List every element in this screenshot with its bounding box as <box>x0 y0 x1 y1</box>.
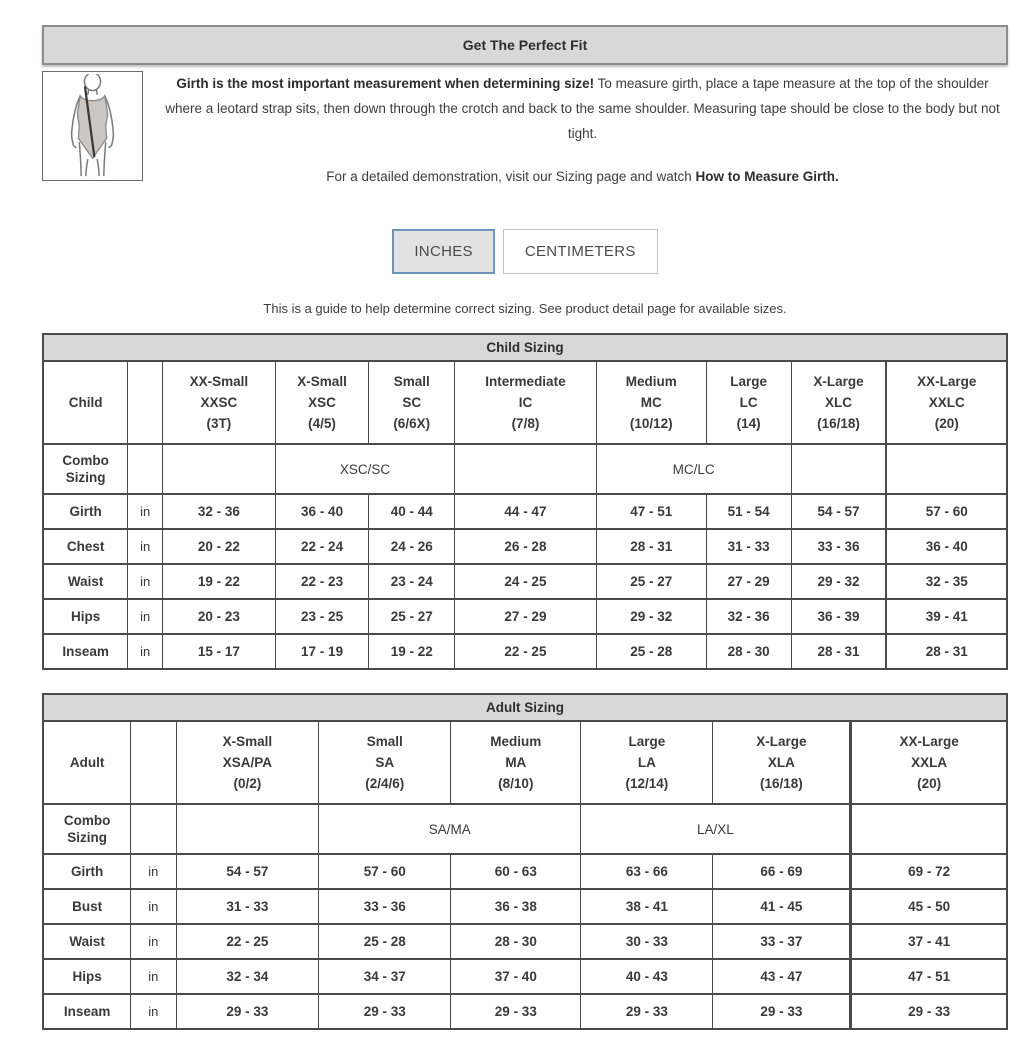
adult-size-column-header <box>581 721 713 804</box>
measurement-value: 51 - 54 <box>706 494 791 529</box>
measurement-value: 37 - 40 <box>451 959 581 994</box>
size-label-line: X-Large <box>756 734 807 749</box>
adult-row-waist <box>43 924 1007 959</box>
measurement-value: 57 - 60 <box>886 494 1007 529</box>
child-combo-label: Combo Sizing <box>43 444 128 494</box>
measurement-value: 31 - 33 <box>176 889 319 924</box>
child-row-inseam <box>43 634 1007 669</box>
adult-combo-unit-cell <box>131 804 176 854</box>
measurement-value: 25 - 27 <box>369 599 455 634</box>
measurement-label: Waist <box>43 564 128 599</box>
measurement-value: 22 - 24 <box>275 529 369 564</box>
measurement-value: 28 - 31 <box>886 634 1007 669</box>
measurement-value: 63 - 66 <box>581 854 713 889</box>
size-label-line: (8/10) <box>498 776 534 791</box>
measurement-label: Inseam <box>43 994 131 1029</box>
measurement-value: 29 - 32 <box>791 564 886 599</box>
measurement-value: 30 - 33 <box>581 924 713 959</box>
child-row-waist <box>43 564 1007 599</box>
unit-cell: in <box>131 959 176 994</box>
adult-row-hips <box>43 959 1007 994</box>
sizing-guide-note: This is a guide to help determine correct sizing. See product detail page for available sizes. <box>263 301 787 316</box>
size-label-line: (4/5) <box>308 416 336 431</box>
size-label-line: Medium <box>490 734 542 749</box>
measurement-value: 54 - 57 <box>791 494 886 529</box>
unit-cell: in <box>131 994 176 1029</box>
adult-row-bust <box>43 889 1007 924</box>
child-corner-label: Child <box>43 361 128 444</box>
adult-size-column-header <box>851 721 1007 804</box>
measurement-value: 28 - 30 <box>706 634 791 669</box>
measurement-value: 26 - 28 <box>455 529 597 564</box>
measurement-label: Bust <box>43 889 131 924</box>
child-size-column-header <box>596 361 706 444</box>
adult-corner-label: Adult <box>43 721 131 804</box>
measurement-label: Hips <box>43 599 128 634</box>
child-size-column-header <box>791 361 886 444</box>
unit-cell: in <box>128 564 163 599</box>
child-combo-cell <box>163 444 276 494</box>
measurement-value: 29 - 33 <box>713 994 851 1029</box>
child-size-column-header <box>455 361 597 444</box>
measurement-value: 60 - 63 <box>451 854 581 889</box>
size-label-line: XXLA <box>911 755 948 770</box>
child-table-title: Child Sizing <box>43 334 1007 361</box>
adult-size-column-header <box>319 721 451 804</box>
size-label-line: Medium <box>625 374 677 389</box>
measurement-value: 32 - 35 <box>886 564 1007 599</box>
child-combo-row <box>43 444 1007 494</box>
child-combo-cell <box>886 444 1007 494</box>
size-label-line: X-Small <box>222 734 273 749</box>
adult-combo-label: Combo Sizing <box>43 804 131 854</box>
measurement-value: 43 - 47 <box>713 959 851 994</box>
measurement-value: 47 - 51 <box>596 494 706 529</box>
adult-sizing-table <box>42 693 1008 1030</box>
size-label-line: XSC <box>308 395 336 410</box>
measurement-label: Girth <box>43 854 131 889</box>
measurement-value: 29 - 33 <box>451 994 581 1029</box>
adult-combo-cell: SA/MA <box>319 804 581 854</box>
measurement-value: 27 - 29 <box>706 564 791 599</box>
size-label-line: XLA <box>767 755 795 770</box>
measurement-value: 24 - 25 <box>455 564 597 599</box>
adult-size-column-header <box>451 721 581 804</box>
measurement-value: 23 - 24 <box>369 564 455 599</box>
adult-combo-row <box>43 804 1007 854</box>
measurement-value: 28 - 31 <box>596 529 706 564</box>
adult-size-column-header <box>713 721 851 804</box>
size-label-line: Large <box>628 734 666 749</box>
measurement-value: 54 - 57 <box>176 854 319 889</box>
size-label-line: (0/2) <box>233 776 262 791</box>
intro-text-block <box>143 71 1008 189</box>
demo-instruction <box>157 164 1008 189</box>
size-label-line: LC <box>739 395 758 410</box>
child-combo-unit-cell <box>128 444 163 494</box>
child-sizing-table-container <box>42 333 1008 670</box>
measurement-value: 28 - 31 <box>791 634 886 669</box>
size-label-line: (14) <box>736 416 761 431</box>
adult-size-column-header <box>176 721 319 804</box>
size-label-line: XLC <box>824 395 852 410</box>
unit-toggle <box>42 229 1008 274</box>
measurement-value: 38 - 41 <box>581 889 713 924</box>
measurement-value: 15 - 17 <box>163 634 276 669</box>
size-label-line: (20) <box>934 416 959 431</box>
measurement-value: 34 - 37 <box>319 959 451 994</box>
child-sizing-table <box>42 333 1008 670</box>
size-label-line: MC <box>640 395 662 410</box>
measurement-value: 29 - 33 <box>176 994 319 1029</box>
size-label-line: XX-Large <box>899 734 959 749</box>
measurement-value: 20 - 22 <box>163 529 276 564</box>
size-label-line: (10/12) <box>629 416 673 431</box>
measurement-value: 31 - 33 <box>706 529 791 564</box>
adult-row-inseam <box>43 994 1007 1029</box>
girth-figure-image <box>42 71 143 181</box>
measurement-value: 19 - 22 <box>163 564 276 599</box>
child-size-column-header <box>886 361 1007 444</box>
page-title: Get The Perfect Fit <box>42 25 1008 65</box>
size-label-line: (6/6X) <box>393 416 431 431</box>
unit-cell: in <box>128 599 163 634</box>
size-label-line: SC <box>402 395 422 410</box>
adult-row-girth <box>43 854 1007 889</box>
adult-combo-cell <box>176 804 319 854</box>
size-label-line: X-Large <box>813 374 864 389</box>
size-label-line: (2/4/6) <box>365 776 405 791</box>
unit-cell: in <box>128 529 163 564</box>
measurement-value: 25 - 27 <box>596 564 706 599</box>
measurement-label: Waist <box>43 924 131 959</box>
size-label-line: Small <box>393 374 430 389</box>
measurement-value: 36 - 39 <box>791 599 886 634</box>
measurement-value: 33 - 37 <box>713 924 851 959</box>
child-combo-cell <box>791 444 886 494</box>
measurement-value: 32 - 36 <box>706 599 791 634</box>
measurement-value: 33 - 36 <box>319 889 451 924</box>
measurement-label: Girth <box>43 494 128 529</box>
size-label-line: Small <box>366 734 403 749</box>
size-label-line: LA <box>637 755 656 770</box>
measurement-value: 37 - 41 <box>851 924 1007 959</box>
measurement-value: 29 - 33 <box>319 994 451 1029</box>
size-label-line: SA <box>375 755 395 770</box>
unit-cell: in <box>131 889 176 924</box>
measurement-value: 47 - 51 <box>851 959 1007 994</box>
measurement-value: 29 - 33 <box>851 994 1007 1029</box>
measurement-value: 40 - 44 <box>369 494 455 529</box>
measurement-value: 17 - 19 <box>275 634 369 669</box>
child-unit-header-cell <box>128 361 163 444</box>
measurement-value: 19 - 22 <box>369 634 455 669</box>
size-label-line: XXLC <box>928 395 965 410</box>
child-row-chest <box>43 529 1007 564</box>
girth-instructions <box>157 71 1008 146</box>
child-combo-cell: XSC/SC <box>275 444 454 494</box>
measurement-value: 29 - 32 <box>596 599 706 634</box>
measurement-value: 66 - 69 <box>713 854 851 889</box>
measurement-value: 41 - 45 <box>713 889 851 924</box>
size-label-line: XX-Large <box>917 374 977 389</box>
measurement-value: 22 - 25 <box>455 634 597 669</box>
measurement-value: 39 - 41 <box>886 599 1007 634</box>
measurement-label: Inseam <box>43 634 128 669</box>
girth-instructions-rest: To measure girth, place a tape measure at the top of the shoulder where a leotard strap sits, then down through the crotch and back to the same shoulder. Measuring tape should be close to the body but not tight. <box>165 76 1000 141</box>
measurement-value: 57 - 60 <box>319 854 451 889</box>
adult-combo-cell: LA/XL <box>581 804 851 854</box>
unit-cell: in <box>128 634 163 669</box>
measurement-value: 36 - 40 <box>886 529 1007 564</box>
child-combo-cell: MC/LC <box>596 444 791 494</box>
measurement-value: 22 - 25 <box>176 924 319 959</box>
child-size-column-header <box>369 361 455 444</box>
adult-header-row <box>43 721 1007 804</box>
demo-instruction-prefix: For a detailed demonstration, visit our Sizing page and watch <box>326 169 696 184</box>
size-label-line: XSA/PA <box>222 755 272 770</box>
size-label-line: IC <box>518 395 533 410</box>
measurement-value: 32 - 36 <box>163 494 276 529</box>
size-label-line: XXSC <box>200 395 238 410</box>
measurement-value: 33 - 36 <box>791 529 886 564</box>
size-label-line: (16/18) <box>817 416 860 431</box>
child-size-column-header <box>275 361 369 444</box>
measurement-value: 32 - 34 <box>176 959 319 994</box>
measurement-value: 28 - 30 <box>451 924 581 959</box>
measurement-value: 25 - 28 <box>596 634 706 669</box>
measurement-value: 27 - 29 <box>455 599 597 634</box>
adult-sizing-table-container <box>42 693 1008 1030</box>
child-header-row <box>43 361 1007 444</box>
adult-unit-header-cell <box>131 721 176 804</box>
child-combo-cell <box>455 444 597 494</box>
child-size-column-header <box>706 361 791 444</box>
child-row-hips <box>43 599 1007 634</box>
size-label-line: (7/8) <box>511 416 540 431</box>
measurement-value: 23 - 25 <box>275 599 369 634</box>
size-label-line: (16/18) <box>759 776 803 791</box>
size-label-line: (20) <box>917 776 942 791</box>
unit-cell: in <box>131 924 176 959</box>
centimeters-button[interactable]: CENTIMETERS <box>503 229 658 274</box>
size-label-line: Large <box>730 374 767 389</box>
measurement-value: 25 - 28 <box>319 924 451 959</box>
measurement-value: 22 - 23 <box>275 564 369 599</box>
adult-combo-cell <box>851 804 1007 854</box>
adult-table-title: Adult Sizing <box>43 694 1007 721</box>
child-row-girth <box>43 494 1007 529</box>
intro-section <box>42 71 1008 189</box>
measurement-value: 29 - 33 <box>581 994 713 1029</box>
measurement-value: 36 - 38 <box>451 889 581 924</box>
size-label-line: X-Small <box>297 374 347 389</box>
size-label-line: XX-Small <box>189 374 249 389</box>
size-label-line: (12/14) <box>625 776 669 791</box>
leotard-figure-icon <box>45 74 140 178</box>
inches-button[interactable]: INCHES <box>392 229 494 274</box>
measurement-value: 20 - 23 <box>163 599 276 634</box>
measurement-value: 40 - 43 <box>581 959 713 994</box>
measurement-value: 69 - 72 <box>851 854 1007 889</box>
unit-cell: in <box>128 494 163 529</box>
girth-instructions-bold: Girth is the most important measurement when determining size! <box>176 76 595 91</box>
measurement-value: 36 - 40 <box>275 494 369 529</box>
measurement-label: Hips <box>43 959 131 994</box>
demo-instruction-bold: How to Measure Girth. <box>695 169 839 184</box>
size-label-line: MA <box>505 755 527 770</box>
measurement-label: Chest <box>43 529 128 564</box>
size-label-line: (3T) <box>206 416 232 431</box>
size-label-line: Intermediate <box>485 374 566 389</box>
child-size-column-header <box>163 361 276 444</box>
measurement-value: 24 - 26 <box>369 529 455 564</box>
measurement-value: 45 - 50 <box>851 889 1007 924</box>
measurement-value: 44 - 47 <box>455 494 597 529</box>
unit-cell: in <box>131 854 176 889</box>
